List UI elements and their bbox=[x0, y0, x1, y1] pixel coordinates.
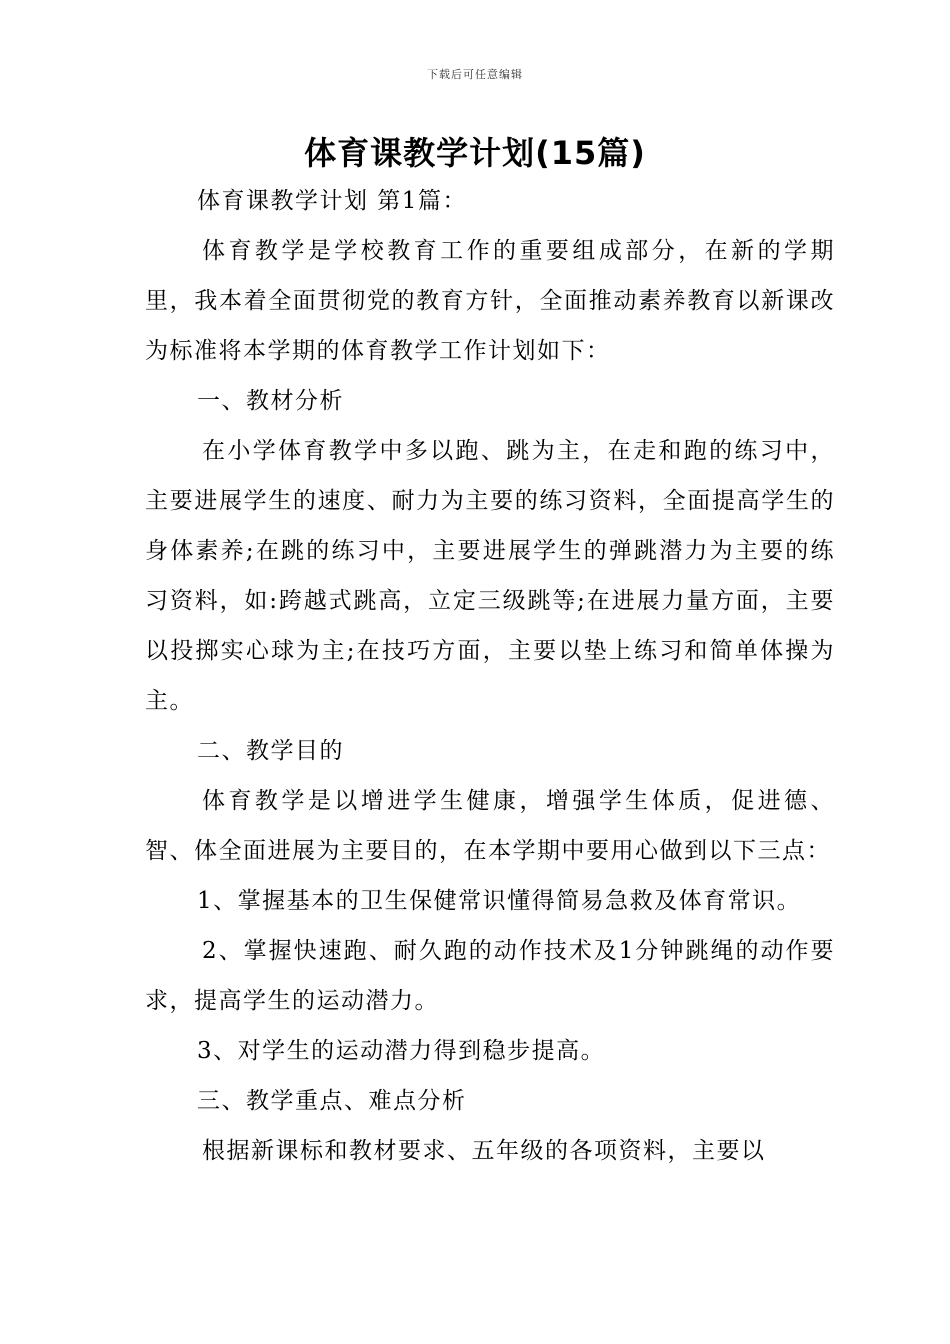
goal-item-3: 3、对学生的运动潜力得到稳步提高。 bbox=[197, 1038, 606, 1064]
section-heading-part-1: 体育课教学计划 第1篇： bbox=[197, 188, 467, 214]
paragraph-materials: 在小学体育教学中多以跑、跳为主，在走和跑的练习中，主要进展学生的速度、耐力为主要的练习资料，全面提高学生的身体素养;在跳的练习中，主要进展学生的弹跳潜力为主要的练习资料，如:跨越式跳高，立定三级跳等;在进展力量方面，主要以投掷实心球为主;在技巧方面，主要以垫上练习和简单体操为主。 bbox=[145, 438, 835, 714]
document-body bbox=[145, 176, 835, 1176]
goal-item-2: 2、掌握快速跑、耐久跑的动作技术及1分钟跳绳的动作要求，提高学生的运动潜力。 bbox=[145, 938, 835, 1014]
heading-materials-analysis: 一、教材分析 bbox=[197, 388, 344, 414]
paragraph-key-points: 根据新课标和教材要求、五年级的各项资料，主要以 bbox=[202, 1138, 766, 1164]
page-header-note: 下载后可任意编辑 bbox=[427, 68, 523, 81]
paragraph-intro: 体育教学是学校教育工作的重要组成部分，在新的学期里，我本着全面贯彻党的教育方针，全面推动素养教育以新课改为标准将本学期的体育教学工作计划如下： bbox=[145, 238, 835, 364]
document-title: 体育课教学计划(15篇) bbox=[304, 134, 646, 172]
heading-key-points: 三、教学重点、难点分析 bbox=[197, 1088, 467, 1114]
heading-teaching-goals: 二、教学目的 bbox=[197, 738, 344, 764]
paragraph-goals: 体育教学是以增进学生健康，增强学生体质，促进德、智、体全面进展为主要目的，在本学期中要用心做到以下三点： bbox=[145, 788, 835, 864]
goal-item-1: 1、掌握基本的卫生保健常识懂得简易急救及体育常识。 bbox=[197, 888, 802, 914]
